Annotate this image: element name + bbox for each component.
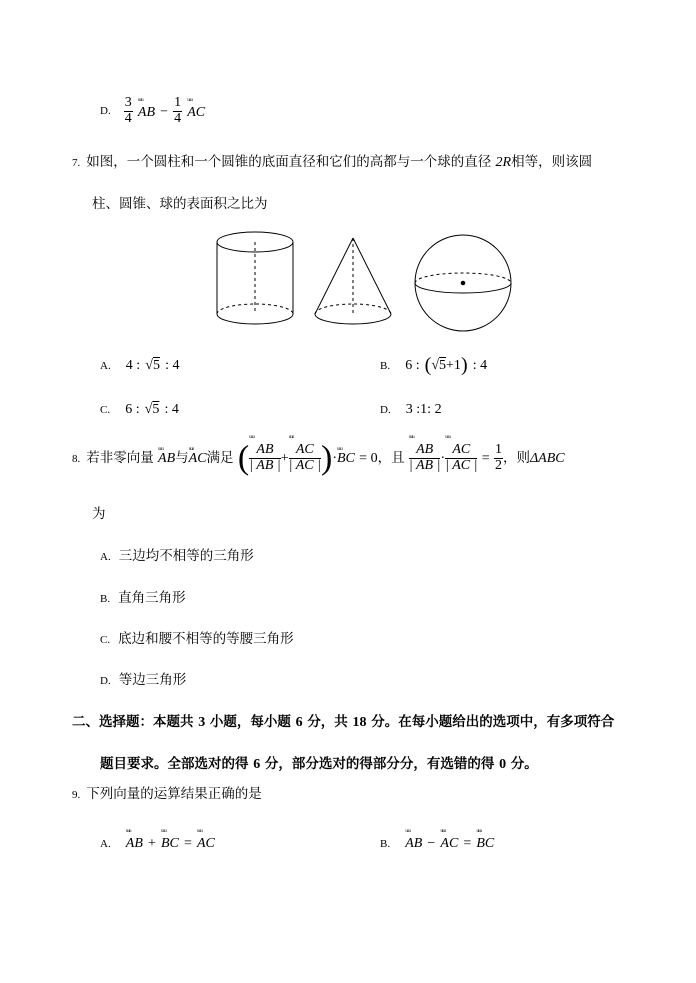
sqrt-symbol: √5 (144, 402, 160, 417)
sqrt-symbol: √5 (431, 358, 447, 373)
section-2-heading: 二、选择题：本题共 3 小题，每小题 6 分，共 18 分。在每小题给出的选项中，有多项符合 (72, 714, 615, 730)
q9-option-b[interactable]: B. ᵘᵘᵘ AB − ᵘᵘᵘ AC = ᵘᵘᵘ BC (380, 832, 494, 852)
section-2-line2: 题目要求。全部选对的得 6 分，部分选对的得部分分，有选错的得 0 分。 (100, 756, 538, 772)
cylinder-figure (217, 232, 293, 324)
figures (205, 228, 525, 340)
fraction: $\frac{1}{4}$ (174, 95, 182, 126)
question-number: 9. (72, 789, 81, 801)
vector-ab: ᵘᵘᵘ AB (138, 105, 155, 121)
question-7-line1: 7. 如图，一个圆柱和一个圆锥的底面直径和它们的高都与一个球的直径 2R相等，则该圆 (72, 154, 593, 170)
question-number: 8. (72, 453, 81, 465)
option-label: D. (100, 105, 111, 118)
cone-figure (315, 238, 391, 324)
question-number: 7. (72, 157, 81, 169)
fraction: ᵘᵘᵘ $\frac{AB}{| AB |}$ (409, 443, 441, 473)
q8-option-a[interactable]: A. 三边均不相等的三角形 (100, 548, 254, 564)
q7-option-c[interactable]: C. 6 : √5 : 4 (100, 402, 179, 417)
variable-2r: 2R (495, 155, 512, 170)
fraction: ᵘᵘᵘ $\frac{AC}{| AC |}$ (289, 443, 321, 473)
q7-option-b[interactable]: B. 6 : (√5+1) : 4 (380, 354, 488, 376)
q7-option-a[interactable]: A. 4 : √5 : 4 (100, 358, 180, 373)
q8-option-c[interactable]: C. 底边和腰不相等的等腰三角形 (100, 631, 294, 647)
q8-option-d[interactable]: D. 等边三角形 (100, 672, 187, 688)
prev-option-d: D. $\frac{3}{4}$ ᵘᵘᵘ AB − $\frac{1}{4}$ ᵘᵘᵘ AC (100, 96, 205, 126)
q9-option-a[interactable]: A. ᵘᵘᵘ AB + ᵘᵘᵘ BC = ᵘᵘᵘ AC (100, 832, 215, 852)
fraction: ᵘᵘᵘ $\frac{AB}{| AB |}$ (249, 443, 281, 473)
question-8-line1: 8. 若非零向量 ᵘᵘᵘ AB与ᵘᵘᵘ AC满足 ( ᵘᵘᵘ $\frac{AB}{| AB |}$ + ᵘᵘᵘ $\frac{AC}{| AC |}$ )·ᵘᵘᵘ BC = 0，且 ᵘᵘᵘ $\frac{AB}{| AB |}$ · ᵘᵘᵘ $\frac{AC}{| AC |}$ = $\frac{1}{2}$ ，则ΔABC (72, 434, 565, 483)
q7-option-d[interactable]: D. 3 :1: 2 (380, 402, 442, 417)
fraction: $\frac{1}{2}$ (494, 442, 502, 473)
question-8-wei: 为 (92, 506, 106, 522)
q8-option-b[interactable]: B. 直角三角形 (100, 590, 186, 606)
question-7-line2: 柱、圆锥、球的表面积之比为 (92, 196, 268, 212)
sphere-figure (415, 235, 511, 331)
question-9: 9. 下列向量的运算结果正确的是 (72, 786, 262, 802)
fraction: ᵘᵘᵘ $\frac{AC}{| AC |}$ (445, 443, 477, 473)
sqrt-symbol: √5 (145, 358, 160, 373)
fraction: $\frac{3}{4}$ (124, 95, 132, 126)
vector-ac: ᵘᵘᵘ AC (187, 105, 205, 121)
